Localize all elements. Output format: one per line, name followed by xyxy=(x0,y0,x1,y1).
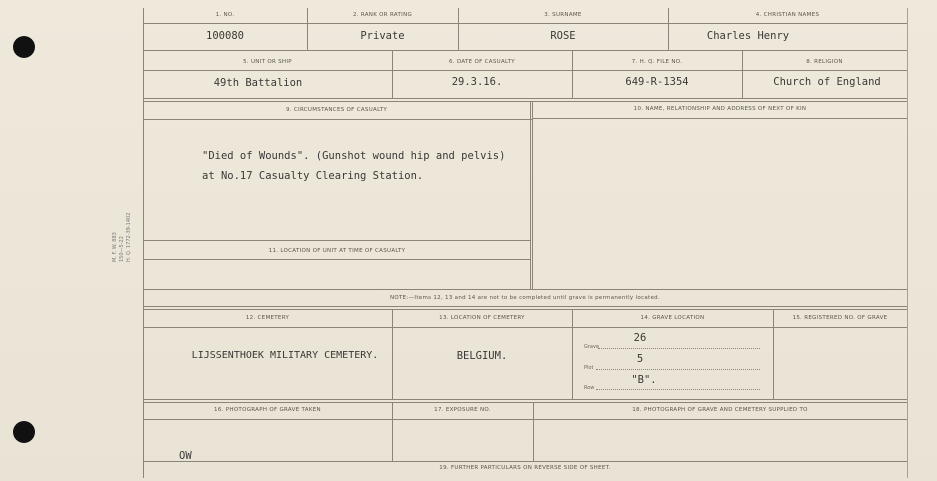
divider xyxy=(533,118,907,119)
header-rank: 2. RANK OR RATING xyxy=(352,12,413,18)
divider xyxy=(143,98,907,99)
value-photo-taken: OW xyxy=(179,450,192,462)
divider xyxy=(143,327,907,328)
label-grave: Grave xyxy=(584,344,600,350)
row-dots xyxy=(596,389,760,390)
header-christian-names: 4. CHRISTIAN NAMES xyxy=(755,12,820,18)
label-row: Row xyxy=(584,385,595,391)
divider xyxy=(143,70,907,71)
value-surname: ROSE xyxy=(550,30,576,42)
value-unit: 49th Battalion xyxy=(213,77,303,89)
header-location-unit: 11. LOCATION OF UNIT AT TIME OF CASUALTY xyxy=(268,248,406,254)
divider xyxy=(143,306,907,307)
value-cemetery: LIJSSENTHOEK MILITARY CEMETERY. xyxy=(191,350,379,361)
value-plot: 5 xyxy=(636,353,644,365)
value-hq-file: 649-R-1354 xyxy=(625,76,689,88)
grave-dots xyxy=(598,348,760,349)
divider xyxy=(773,309,774,399)
punch-hole-bottom xyxy=(13,421,35,443)
header-date: 6. DATE OF CASUALTY xyxy=(449,59,515,65)
header-religion: 8. RELIGION xyxy=(806,59,843,65)
divider xyxy=(532,101,533,289)
header-circumstances: 9. CIRCUMSTANCES OF CASUALTY xyxy=(285,107,388,113)
note: NOTE:—Items 12, 13 and 14 are not to be completed until grave is permanently located. xyxy=(389,295,661,301)
header-surname: 3. SURNAME xyxy=(544,12,582,18)
divider xyxy=(143,119,532,120)
divider xyxy=(143,289,907,290)
value-row: "B". xyxy=(631,374,657,386)
divider xyxy=(143,419,907,420)
header-exposure: 17. EXPOSURE NO. xyxy=(434,407,491,413)
divider xyxy=(143,50,907,51)
plot-dots xyxy=(596,369,760,370)
right-border xyxy=(907,8,908,478)
divider xyxy=(572,50,573,98)
value-date: 29.3.16. xyxy=(451,76,503,88)
circumstances-line-2: at No.17 Casualty Clearing Station. xyxy=(202,170,424,182)
divider xyxy=(143,23,907,24)
divider xyxy=(143,101,907,102)
label-plot: Plot xyxy=(584,365,594,371)
header-no: 1. NO. xyxy=(215,12,235,18)
footer-further-particulars: 19. FURTHER PARTICULARS ON REVERSE SIDE OF SHEET. xyxy=(439,465,611,471)
form-number-label: M. F. W. 883 150—5-22 H. Q. 1772-39-1402 xyxy=(112,212,132,262)
divider xyxy=(572,309,573,399)
header-hq-file: 7. H. Q. FILE NO. xyxy=(631,59,683,65)
divider xyxy=(143,309,907,310)
value-religion: Church of England xyxy=(773,76,881,88)
header-cemetery: 12. CEMETERY xyxy=(245,315,290,321)
divider xyxy=(143,402,907,403)
value-christian-names: Charles Henry xyxy=(706,30,790,42)
divider xyxy=(143,240,531,241)
divider xyxy=(143,399,907,400)
header-photo-taken: 16. PHOTOGRAPH OF GRAVE TAKEN xyxy=(214,407,321,413)
divider xyxy=(742,50,743,98)
divider xyxy=(143,259,531,260)
value-no: 100080 xyxy=(206,30,244,42)
header-next-of-kin: 10. NAME, RELATIONSHIP AND ADDRESS OF NEXT OF KIN xyxy=(633,106,807,112)
value-rank: Private xyxy=(360,30,405,42)
header-location-cemetery: 13. LOCATION OF CEMETERY xyxy=(439,315,525,321)
value-grave: 26 xyxy=(633,332,647,344)
header-unit: 5. UNIT OR SHIP xyxy=(243,59,292,65)
punch-hole-top xyxy=(13,36,35,58)
divider xyxy=(392,50,393,98)
header-registered-no: 15. REGISTERED NO. OF GRAVE xyxy=(792,315,888,321)
divider xyxy=(530,101,531,289)
header-photo-supplied: 18. PHOTOGRAPH OF GRAVE AND CEMETERY SUPPLIED TO xyxy=(632,407,808,413)
divider xyxy=(143,461,907,462)
header-grave-location: 14. GRAVE LOCATION xyxy=(640,315,705,321)
value-location-cemetery: BELGIUM. xyxy=(456,350,508,362)
circumstances-line-1: "Died of Wounds". (Gunshot wound hip and pelvis) xyxy=(202,150,506,162)
